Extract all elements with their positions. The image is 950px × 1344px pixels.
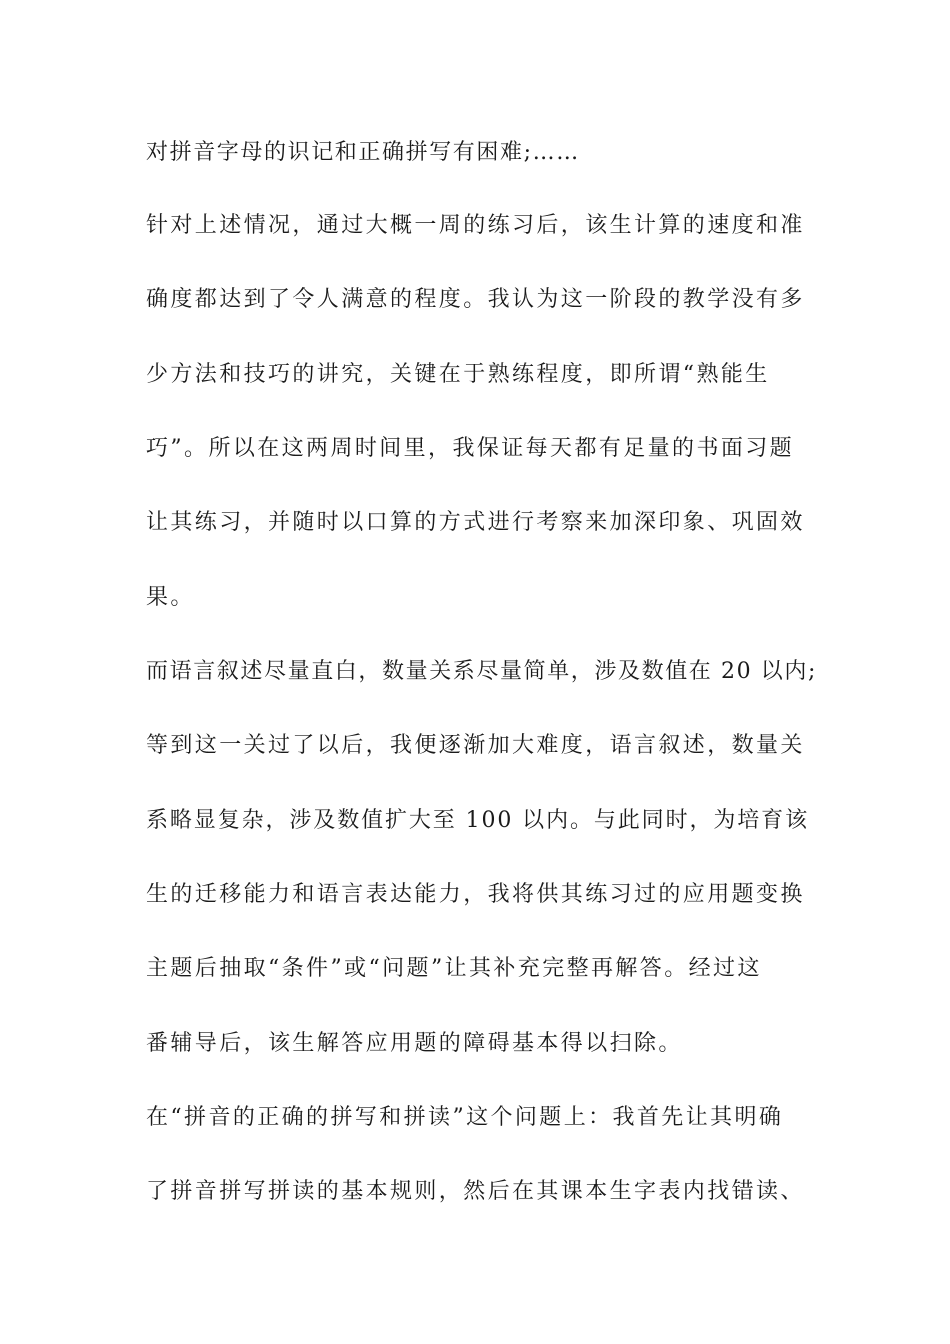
text-line: 巧”。所以在这两周时间里，我保证每天都有足量的书面习题 (146, 436, 795, 461)
text-line: 番辅导后，该生解答应用题的障碍基本得以扫除。 (146, 1031, 683, 1056)
text-line: 对拼音字母的识记和正确拼写有困难;…… (146, 140, 580, 165)
text-line: 确度都达到了令人满意的程度。我认为这一阶段的教学没有多 (146, 287, 805, 312)
text-line: 生的迁移能力和语言表达能力，我将供其练习过的应用题变换 (146, 882, 805, 907)
text-line: 少方法和技巧的讲究，关键在于熟练程度，即所谓“熟能生 (146, 362, 770, 387)
text-line: 而语言叙述尽量直白，数量关系尽量简单，涉及数值在 20 以内; (146, 659, 817, 684)
text-line: 系略显复杂，涉及数值扩大至 100 以内。与此同时，为培育该 (146, 808, 809, 833)
text-line: 主题后抽取“条件”或“问题”让其补充完整再解答。经过这 (146, 956, 762, 981)
text-line: 等到这一关过了以后，我便逐渐加大难度，语言叙述，数量关 (146, 733, 805, 758)
text-line: 在“拼音的正确的拼写和拼读”这个问题上：我首先让其明确 (146, 1105, 784, 1130)
text-line: 了拼音拼写拼读的基本规则，然后在其课本生字表内找错读、 (146, 1179, 805, 1204)
text-line: 果。 (146, 585, 195, 610)
text-line: 针对上述情况，通过大概一周的练习后，该生计算的速度和准 (146, 213, 805, 238)
text-line: 让其练习，并随时以口算的方式进行考察来加深印象、巩固效 (146, 510, 805, 535)
